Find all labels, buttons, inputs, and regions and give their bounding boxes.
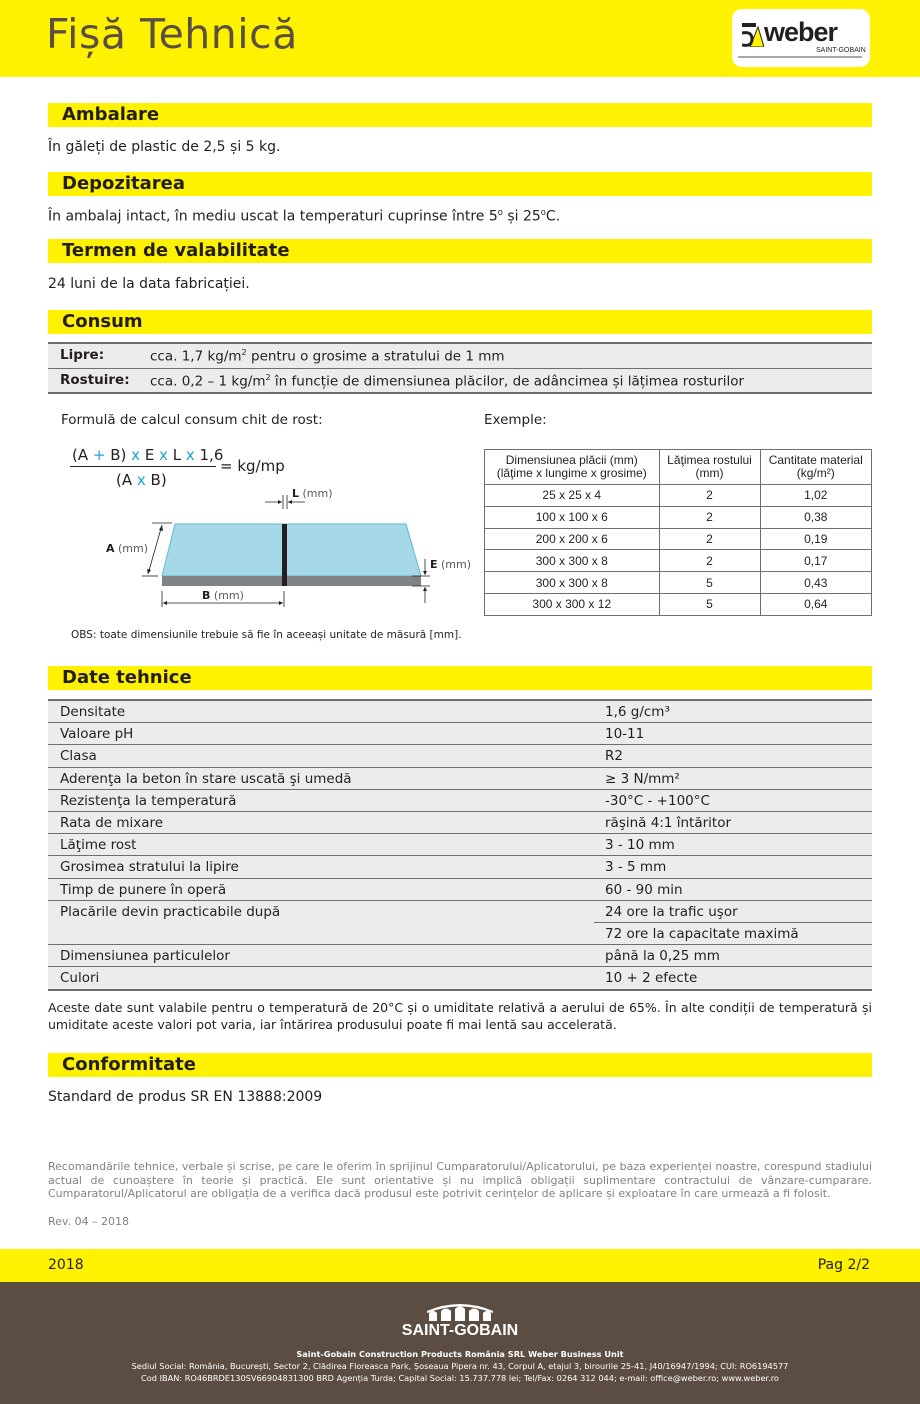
formula-numerator: (A + B) x E x L x 1,6 [72, 446, 224, 464]
section-header-depozitarea: Depozitarea [48, 172, 872, 196]
technical-data-table [48, 699, 872, 991]
consum-row-rostuire: Rostuire: cca. 0,2 – 1 $kg/m^2$ în funcție de dimensiunea plăcilor, de adâncimea și lățimea rosturilor [60, 372, 745, 390]
column-header: Dimensiunea plăcii (mm) (lăţime x lungime x grosime) [485, 450, 660, 485]
disclaimer: Recomandările tehnice, verbale și scrise, pe care le oferim în sprijinul Cumparatorului/Aplicatorului, pe baza experienței noastre, corespund stadiului actual de cunoaștere în teorie și practică. Ele sunt orientative și nu implică obligații suplimentare contractului de vânzare-cumparare. Cumparatorul/Aplicatorul are obligația de a verifica dacă produsul este potrivit cerințelor de aplicare și exploatare în care urmează a fi folosit. [48, 1160, 872, 1200]
svg-text:E (mm): E (mm) [430, 558, 472, 571]
svg-text:A (mm): A (mm) [106, 542, 149, 555]
section-header-date-tehnice: Date tehnice [48, 666, 872, 690]
standard-text: Standard de produs SR EN 13888:2009 [48, 1089, 323, 1105]
table-row: Clasa R2 [48, 745, 872, 767]
section-header-conformitate: Conformitate [48, 1053, 872, 1077]
year: 2018 [48, 1257, 84, 1273]
table-row: Dimensiunea particulelor până la 0,25 mm [48, 945, 872, 967]
saint-gobain-wordmark: SAINT-GOBAIN [401, 1322, 519, 1339]
page-title: Fișă Tehnică [46, 10, 298, 58]
obs-note: OBS: toate dimensiunile trebuie să fie în aceeași unitate de măsură [mm]. [71, 629, 462, 641]
svg-text:B (mm): B (mm) [202, 589, 244, 602]
formula-denominator: (A x B) [116, 471, 167, 489]
table-row: Grosimea stratului la lipire 3 - 5 mm [48, 856, 872, 878]
footer-company: Saint-Gobain Construction Products România SRL Weber Business Unit [296, 1349, 624, 1359]
table-row: 300 x 300 x 12 5 0,64 [485, 593, 872, 615]
logo-wordmark: weber [764, 17, 838, 47]
table-row: 72 ore la capacitate maximă [48, 923, 872, 945]
column-header: Cantitate material (kg/m²) [760, 450, 872, 485]
technical-note: Aceste date sunt valabile pentru o temperatură de 20°C și o umiditate relativă a aerului de 65%. În alte condiții de temperatură și umiditate aceste valori pot varia, iar întărirea produsului poate fi mai lentă sau accelerată. [48, 1000, 872, 1032]
saint-gobain-arch-icon [427, 1301, 493, 1321]
weber-logo [732, 9, 870, 67]
table-row: Placările devin practicabile după 24 ore la trafic uşor [48, 901, 872, 923]
table-row: Valoare pH 10-11 [48, 723, 872, 745]
formula-label: Formulă de calcul consum chit de rost: [61, 412, 323, 428]
section-header-termen: Termen de valabilitate [48, 239, 872, 263]
logo-subtitle: SAINT-GOBAIN [816, 47, 866, 54]
consum-row-lipre: Lipre: cca. 1,7 $kg/m^2$ pentru o grosime a stratului de 1 mm [60, 347, 505, 365]
section-header-consum: Consum [48, 310, 872, 334]
table-row: Rezistenţa la temperatură -30°C - +100°C [48, 790, 872, 812]
depozitarea-text: În ambalaj intact, în mediu uscat la temperaturi cuprinse între 5$^o$ și 25$^o$C. [48, 207, 561, 225]
table-row: Rata de mixare răşină 4:1 întăritor [48, 812, 872, 834]
table-row: Culori 10 + 2 efecte [60, 970, 698, 987]
table-row: 25 x 25 x 4 2 1,02 [485, 485, 872, 507]
table-row: 200 x 200 x 6 2 0,19 [485, 528, 872, 550]
weber-logo-icon [742, 23, 764, 47]
formula-result: = kg/mp [220, 457, 285, 475]
page-number: Pag 2/2 [817, 1257, 870, 1273]
section-header-ambalare: Ambalare [48, 103, 872, 127]
tile-joint-diagram [100, 485, 480, 615]
table-row: Aderenţa la beton în stare uscată şi umedă ≥ 3 N/mm² [48, 768, 872, 790]
fraction-bar [70, 466, 216, 467]
svg-text:L (mm): L (mm) [292, 487, 333, 500]
examples-label: Exemple: [484, 412, 547, 428]
table-row: Timp de punere în operă 60 - 90 min [48, 879, 872, 901]
revision: Rev. 04 – 2018 [48, 1215, 130, 1228]
examples-table [484, 449, 872, 616]
table-row: Densitate 1,6 g/cm³ [48, 701, 872, 723]
table-row: 300 x 300 x 8 5 0,43 [485, 572, 872, 594]
termen-text: 24 luni de la data fabricației. [48, 276, 250, 292]
table-row: 300 x 300 x 8 2 0,17 [485, 550, 872, 572]
footer-bank: Cod IBAN: RO46BRDE130SV66904831300 BRD Agenția Turda; Capital Social: 15.737.778 lei; Tel/Fax: 0264 312 044; e-mail: office@weber.ro; www.weber.ro [141, 1373, 779, 1383]
table-header-row [485, 450, 872, 485]
consum-table [48, 342, 872, 394]
table-row: Lăţime rost 3 - 10 mm [48, 834, 872, 856]
column-header: Lăţimea rostului (mm) [659, 450, 760, 485]
footer-address: Sediul Social: România, București, Sector 2, Clădirea Floreasca Park, Șoseaua Pipera nr. 43, Corpul A, etajul 3, birourile 25-41, J40/16947/1994; CUI: RO6194577 [131, 1361, 789, 1371]
ambalare-text: În găleți de plastic de 2,5 și 5 kg. [48, 139, 281, 155]
logo-underline [738, 56, 862, 58]
bottom-bar [0, 1249, 920, 1282]
table-row: 100 x 100 x 6 2 0,38 [485, 506, 872, 528]
